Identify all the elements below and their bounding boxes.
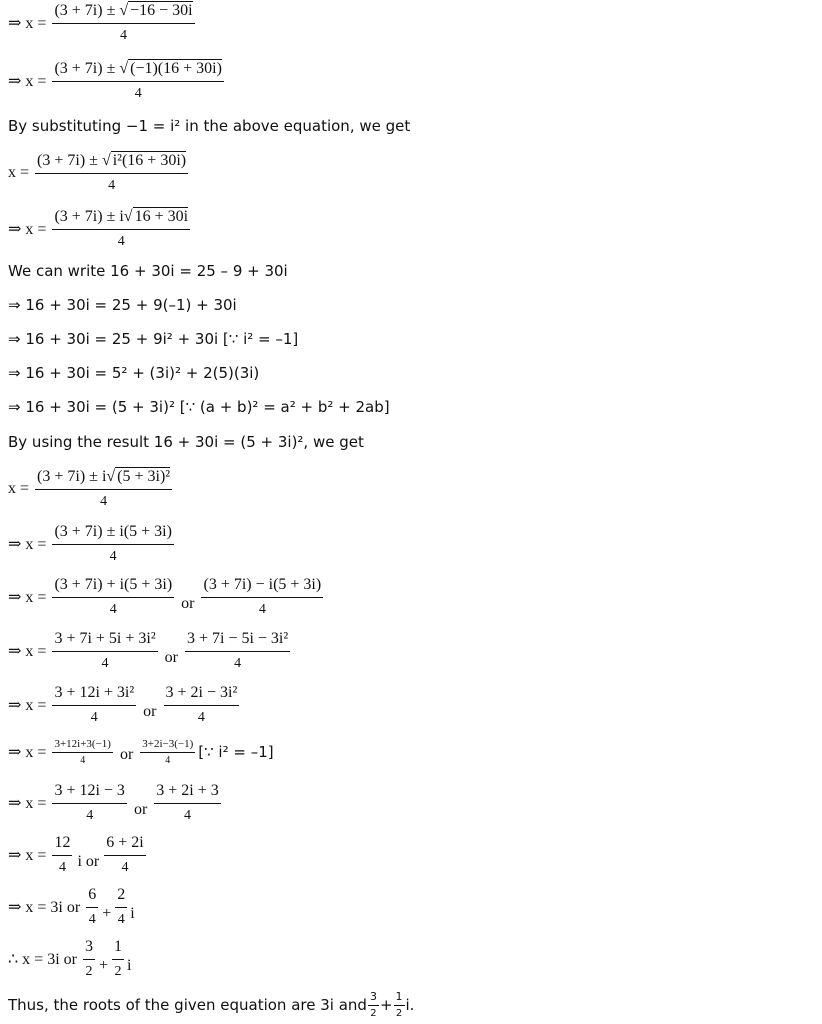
denominator: 4: [165, 755, 171, 766]
or-text: or: [143, 703, 157, 720]
numerator: (3 + 7i) ± √: [54, 2, 129, 19]
equation-step-10: [8, 738, 274, 766]
denominator: 4: [120, 28, 128, 43]
numerator: (3 + 7i) ± i(5 + 3i): [52, 523, 173, 545]
denominator: 2: [85, 964, 93, 979]
equation-prefix: ⇒ x =: [8, 221, 47, 238]
tail-text: i: [130, 905, 135, 922]
equation-prefix: ⇒ x =: [8, 15, 47, 32]
equation-step-13: [8, 886, 135, 928]
conclusion-label: Thus, the roots of the given equation are 3i and: [8, 995, 367, 1014]
numerator: 3 + 12i − 3: [52, 782, 127, 804]
denominator: 4: [117, 234, 125, 249]
fraction-a: [52, 684, 136, 726]
equation-prefix: ⇒ x = 3i or: [8, 899, 81, 916]
equation-prefix: ⇒ x =: [8, 73, 47, 90]
fraction-b: [154, 782, 221, 824]
equation-step-14: [8, 938, 131, 980]
equation-step-4: [8, 208, 193, 250]
fraction: [52, 2, 194, 44]
fraction-b: [201, 576, 323, 618]
denominator: 4: [109, 602, 117, 617]
numerator: 2: [115, 886, 127, 908]
equation-prefix: ⇒ x =: [8, 744, 47, 761]
plus-text: +: [98, 957, 109, 974]
numerator: 3: [83, 938, 95, 960]
equation-prefix: ⇒ x =: [8, 697, 47, 714]
numerator: (3 + 7i) ± i√: [37, 468, 116, 485]
text-step: ⇒ 16 + 30i = 25 + 9(–1) + 30i: [8, 296, 237, 314]
fraction-b: [164, 684, 240, 726]
denominator: 2: [370, 1008, 377, 1019]
numerator: (3 + 7i) ± i√: [54, 208, 133, 225]
fraction: [52, 208, 190, 250]
equation-prefix: ∴ x = 3i or: [8, 951, 77, 968]
mid-text: i or: [77, 853, 100, 870]
text-result: By using the result 16 + 30i = (5 + 3i)², we get: [8, 433, 364, 451]
radicand: −16 − 30i: [130, 2, 193, 19]
denominator: 4: [258, 602, 266, 617]
tail-text: i.: [405, 995, 415, 1014]
equation-step-2: [8, 60, 227, 102]
fraction-a: [86, 886, 98, 928]
conclusion-text: [8, 990, 414, 1019]
denominator: 4: [101, 656, 109, 671]
equation-prefix: x =: [8, 480, 30, 497]
equation-step-7: [8, 576, 326, 618]
denominator: 2: [114, 964, 122, 979]
plus-text: +: [102, 905, 112, 922]
numerator: 6 + 2i: [104, 834, 145, 856]
text-step: ⇒ 16 + 30i = 5² + (3i)² + 2(5)(3i): [8, 364, 260, 382]
equation-prefix: ⇒ x =: [8, 643, 47, 660]
fraction: [52, 523, 173, 565]
equation-step-3: [8, 152, 191, 194]
denominator: 4: [234, 656, 242, 671]
denominator: 4: [117, 912, 125, 927]
numerator: 3 + 7i + 5i + 3i²: [52, 630, 157, 652]
fraction-b: [104, 834, 145, 876]
equation-step-12: [8, 834, 149, 876]
denominator: 4: [108, 178, 116, 193]
equation-prefix: ⇒ x =: [8, 589, 47, 606]
fraction-b: [115, 886, 127, 928]
numerator: (3 + 7i) ± √: [54, 60, 129, 77]
numerator: 6: [86, 886, 98, 908]
denominator: 4: [134, 86, 142, 101]
fraction-a: [52, 630, 157, 672]
numerator: 3 + 2i + 3: [154, 782, 221, 804]
denominator: 4: [58, 860, 66, 875]
fraction-b: [112, 938, 124, 980]
or-text: or: [181, 595, 195, 612]
fraction-a: [52, 782, 127, 824]
fraction-a: [52, 738, 113, 766]
denominator: 4: [88, 912, 96, 927]
numerator: 3+2i−3(−1): [140, 738, 195, 753]
numerator: 3 + 2i − 3i²: [164, 684, 240, 706]
equation-step-1: [8, 2, 198, 44]
equation-prefix: ⇒ x =: [8, 795, 47, 812]
fraction: [35, 152, 188, 194]
equation-step-11: [8, 782, 224, 824]
fraction-a: [83, 938, 95, 980]
equation-step-5: [8, 468, 175, 510]
text-step: ⇒ 16 + 30i = (5 + 3i)² [∵ (a + b)² = a² + b² + 2ab]: [8, 398, 390, 416]
equation-prefix: ⇒ x =: [8, 847, 47, 864]
radicand: (−1)(16 + 30i): [130, 60, 222, 77]
equation-step-8: [8, 630, 293, 672]
note-text: [∵ i² = –1]: [198, 743, 274, 761]
denominator: 4: [80, 755, 86, 766]
numerator: 3 + 12i + 3i²: [52, 684, 136, 706]
plus-text: +: [379, 995, 393, 1014]
numerator: 12: [52, 834, 72, 856]
denominator: 4: [100, 494, 108, 509]
text-step: ⇒ 16 + 30i = 25 + 9i² + 30i [∵ i² = –1]: [8, 330, 299, 348]
fraction: [35, 468, 172, 510]
numerator: (3 + 7i) + i(5 + 3i): [52, 576, 174, 598]
equation-step-6: [8, 523, 177, 565]
fraction-a: [52, 576, 174, 618]
fraction-b: [140, 738, 195, 766]
or-text: or: [164, 649, 178, 666]
denominator: 4: [197, 710, 205, 725]
fraction-a: [52, 834, 72, 876]
denominator: 4: [184, 808, 192, 823]
fraction-b: [394, 990, 405, 1019]
equation-prefix: ⇒ x =: [8, 536, 47, 553]
denominator: 4: [90, 710, 98, 725]
radicand: i²(16 + 30i): [112, 152, 187, 169]
numerator: 3 + 7i − 5i − 3i²: [185, 630, 290, 652]
tail-text: i: [127, 957, 132, 974]
numerator: 3+12i+3(−1): [52, 738, 113, 753]
numerator: (3 + 7i) − i(5 + 3i): [201, 576, 323, 598]
fraction-a: [368, 990, 379, 1019]
denominator: 2: [395, 1008, 403, 1019]
fraction: [52, 60, 224, 102]
numerator: 1: [112, 938, 124, 960]
denominator: 4: [121, 860, 129, 875]
or-text: or: [119, 746, 134, 763]
fraction-b: [185, 630, 290, 672]
equation-prefix: x =: [8, 164, 30, 181]
text-rewrite: We can write 16 + 30i = 25 – 9 + 30i: [8, 262, 288, 280]
text-substitution: By substituting −1 = i² in the above equation, we get: [8, 117, 411, 135]
denominator: 4: [86, 808, 94, 823]
radicand: (5 + 3i)²: [117, 468, 171, 485]
numerator: (3 + 7i) ± √: [37, 152, 111, 169]
numerator: 3: [368, 990, 379, 1006]
numerator: 1: [394, 990, 405, 1006]
radicand: 16 + 30i: [134, 208, 189, 225]
or-text: or: [133, 801, 148, 818]
denominator: 4: [109, 549, 117, 564]
equation-step-9: [8, 684, 242, 726]
